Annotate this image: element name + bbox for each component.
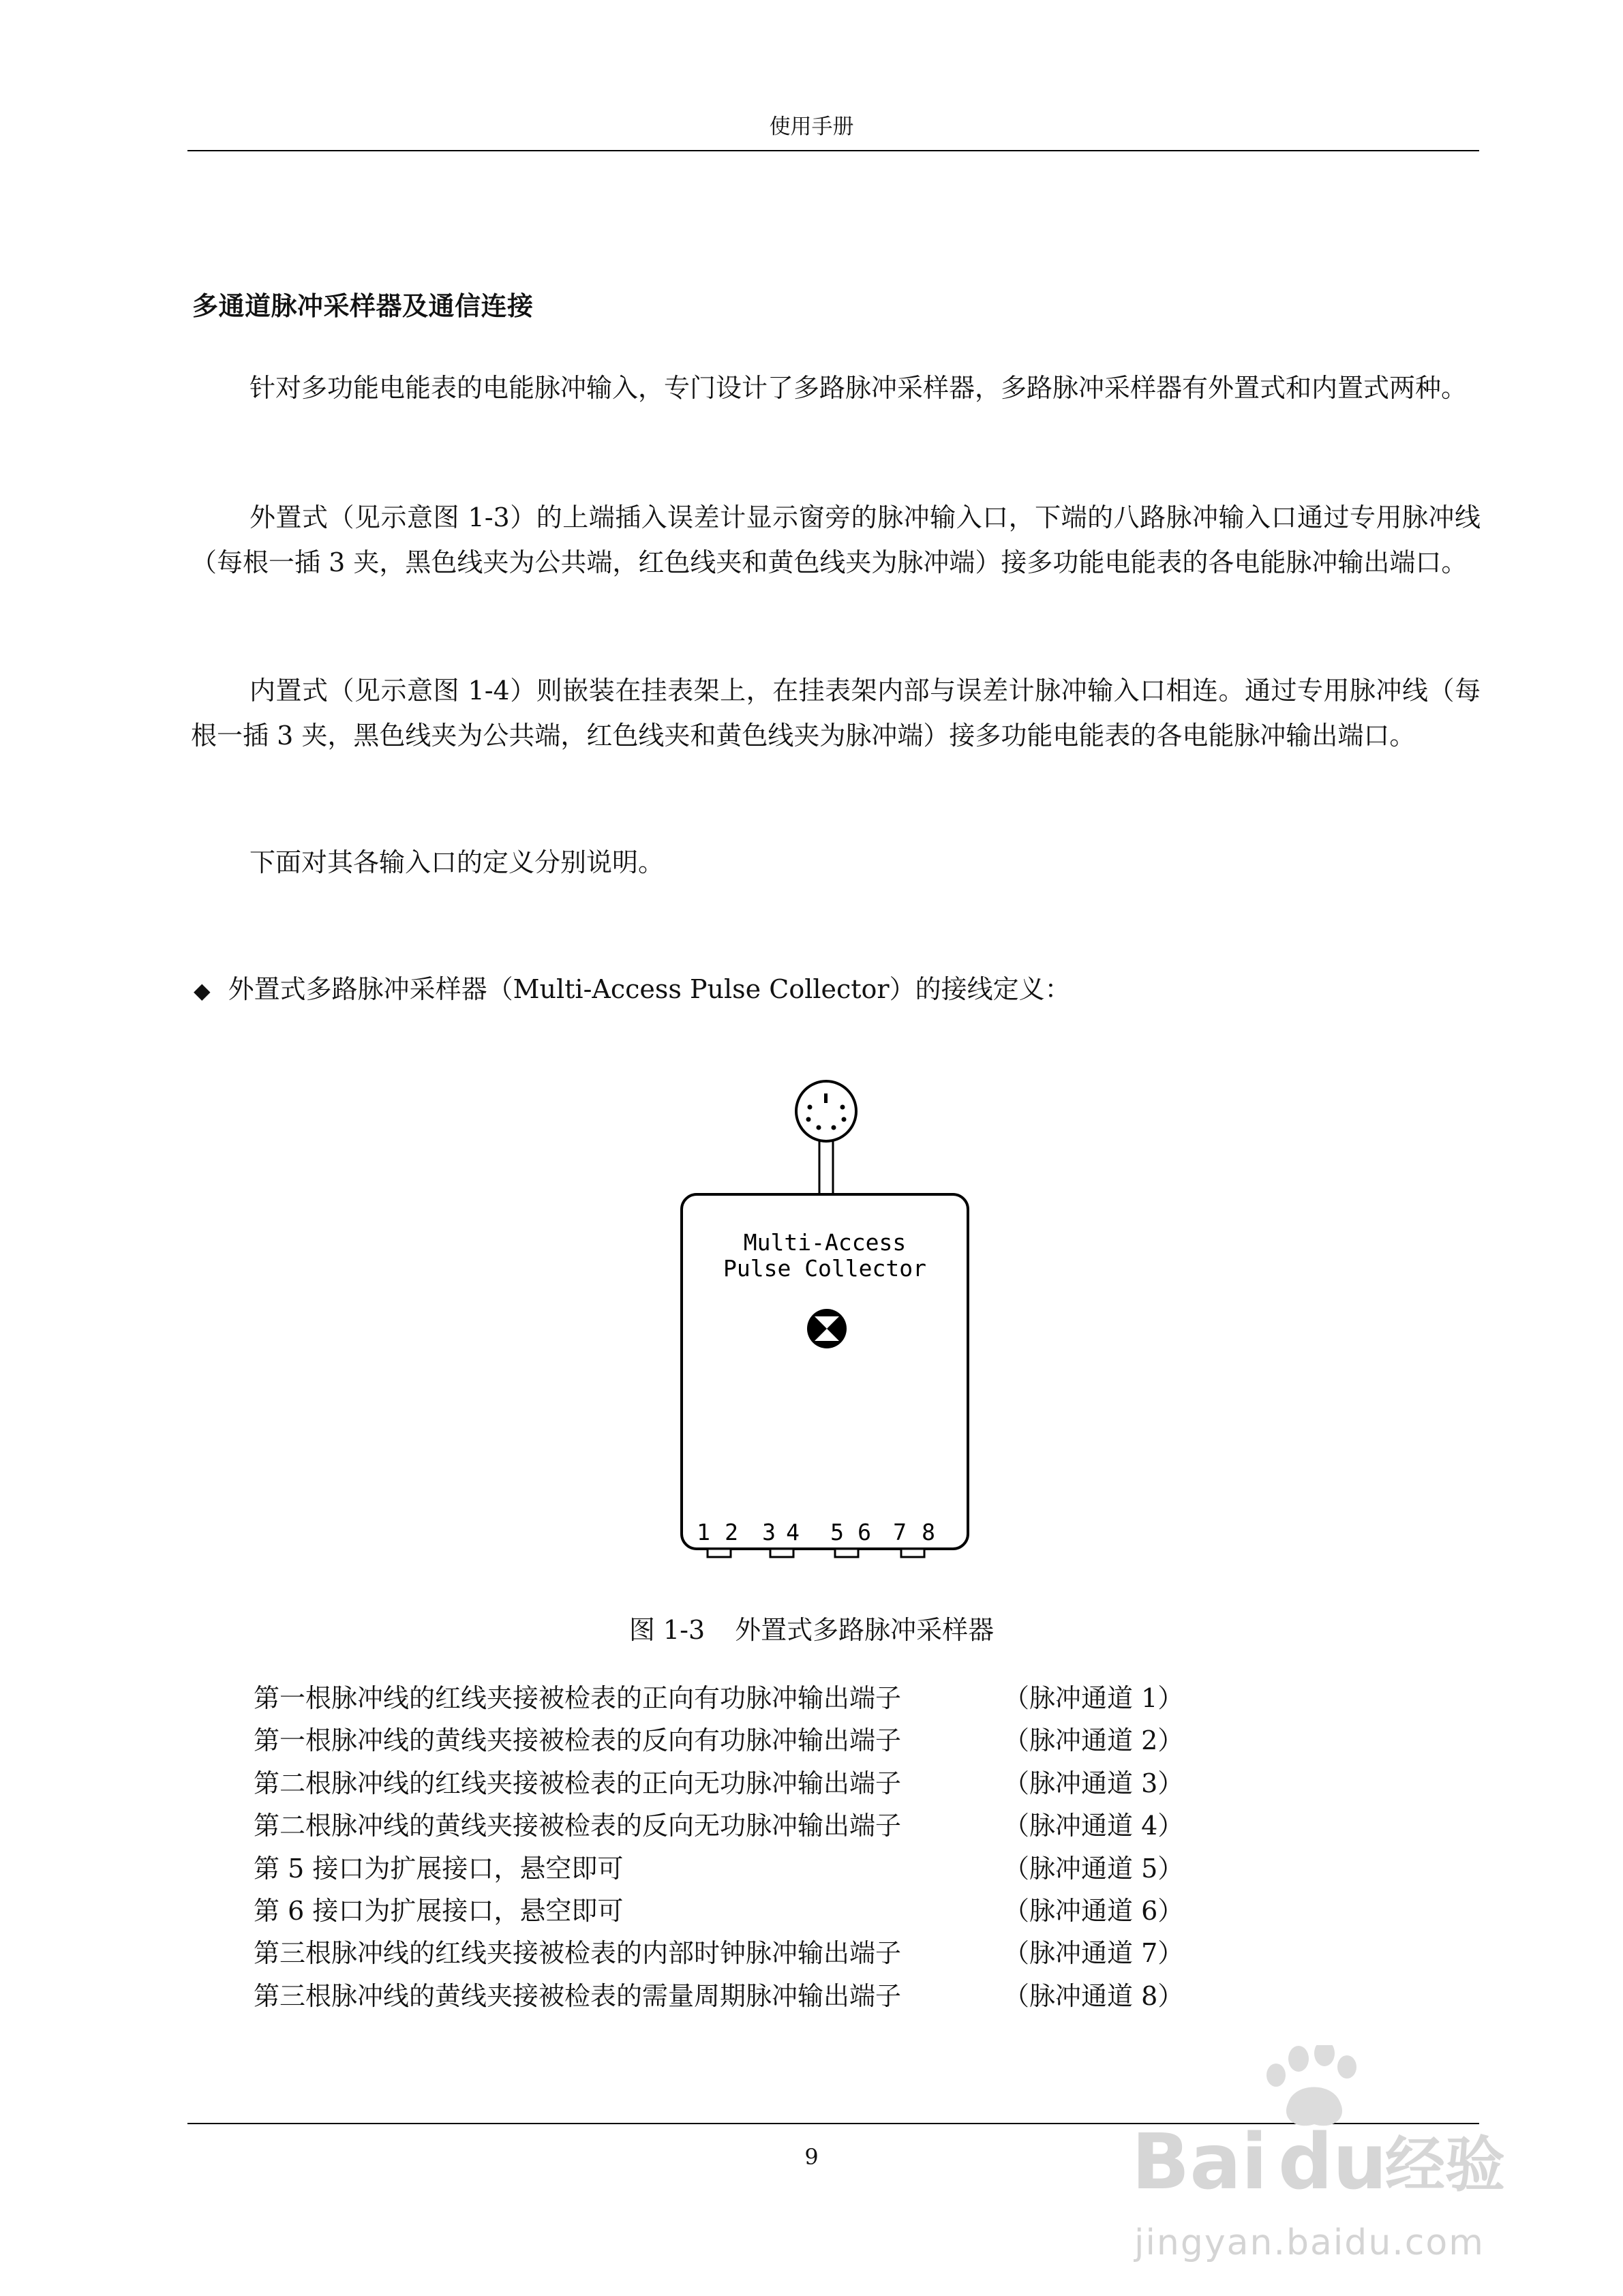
port-number: 6 xyxy=(858,1519,871,1545)
device-label-line1: Multi-Access xyxy=(743,1229,907,1256)
definition-channel: （脉冲通道 3） xyxy=(1003,1768,1184,1798)
port-number: 1 xyxy=(697,1519,710,1545)
diamond-bullet-icon: ◆ xyxy=(194,978,211,1003)
definition-channel: （脉冲通道 1） xyxy=(1003,1683,1184,1713)
definition-channel: （脉冲通道 6） xyxy=(1003,1895,1184,1926)
port-number: 3 xyxy=(762,1519,776,1545)
figure-caption xyxy=(0,1609,1623,1646)
paragraph-external-type: 外置式（见示意图 1-3）的上端插入误差计显示窗旁的脉冲输入口，下端的八路脉冲输入口通过专用脉冲线（每根一插 3 夹，黑色线夹为公共端，红色线夹和黄色线夹为脉冲端）接多功能电能表的各电能脉冲输出端口。 xyxy=(191,502,1481,577)
definition-desc: 第三根脉冲线的黄线夹接被检表的需量周期脉冲输出端子 xyxy=(254,1980,902,2011)
port-number: 5 xyxy=(830,1519,844,1545)
figure-caption-number: 图 1-3 xyxy=(628,1615,706,1645)
port-number: 8 xyxy=(922,1519,935,1545)
definition-channel: （脉冲通道 5） xyxy=(1003,1853,1184,1884)
bullet-text: 外置式多路脉冲采样器（Multi-Access Pulse Collector）的接线定义： xyxy=(228,974,1071,1004)
definition-channel: （脉冲通道 8） xyxy=(1003,1980,1184,2011)
definition-desc: 第二根脉冲线的红线夹接被检表的正向无功脉冲输出端子 xyxy=(254,1768,902,1798)
section-heading: 多通道脉冲采样器及通信连接 xyxy=(192,290,534,321)
definition-channel: （脉冲通道 7） xyxy=(1003,1938,1184,1969)
cable xyxy=(819,1141,833,1194)
definition-desc: 第 6 接口为扩展接口，悬空即可 xyxy=(254,1895,624,1926)
port-number: 2 xyxy=(725,1519,738,1545)
figure-caption-text: 外置式多路脉冲采样器 xyxy=(735,1615,995,1645)
port-socket xyxy=(708,1549,731,1557)
definition-desc: 第一根脉冲线的黄线夹接被检表的反向有功脉冲输出端子 xyxy=(254,1725,902,1756)
port-number: 4 xyxy=(786,1519,800,1545)
definition-desc: 第一根脉冲线的红线夹接被检表的正向有功脉冲输出端子 xyxy=(254,1683,902,1713)
definition-desc: 第二根脉冲线的黄线夹接被检表的反向无功脉冲输出端子 xyxy=(254,1811,902,1841)
paragraph-intro: 针对多功能电能表的电能脉冲输入，专门设计了多路脉冲采样器，多路脉冲采样器有外置式和内置式两种。 xyxy=(249,373,1468,403)
port-socket xyxy=(901,1549,924,1557)
port-socket xyxy=(835,1549,858,1557)
paw-icon xyxy=(1266,2045,1356,2126)
definition-channel: （脉冲通道 2） xyxy=(1003,1725,1184,1756)
running-header: 使用手册 xyxy=(769,115,854,139)
page-number: 9 xyxy=(804,2144,819,2170)
pulse-collector-diagram xyxy=(668,1063,995,1602)
port-number-labels xyxy=(697,1519,935,1545)
port-socket xyxy=(770,1549,793,1557)
definition-channel: （脉冲通道 4） xyxy=(1003,1811,1184,1841)
paragraph-explanation-lead: 下面对其各输入口的定义分别说明。 xyxy=(249,847,665,877)
connector-plug-icon xyxy=(796,1081,856,1141)
watermark-brand-cn: 经验 xyxy=(1385,2130,1506,2200)
paragraph-internal-type: 内置式（见示意图 1-4）则嵌装在挂表架上，在挂表架内部与误差计脉冲输入口相连。通过专用脉冲线（每根一插 3 夹，黑色线夹为公共端，红色线夹和黄色线夹为脉冲端）接多功能电能表的各电能脉冲输出端口。 xyxy=(191,676,1481,751)
port-number: 7 xyxy=(893,1519,907,1545)
definition-desc: 第三根脉冲线的红线夹接被检表的内部时钟脉冲输出端子 xyxy=(254,1938,902,1969)
watermark-brand-latin: Bai xyxy=(1132,2118,1268,2207)
indicator-lamp-icon xyxy=(807,1309,847,1348)
watermark-brand-du: du xyxy=(1278,2118,1387,2207)
header-rule xyxy=(187,150,1479,151)
baidu-watermark-logo xyxy=(1132,2045,1513,2216)
definition-desc: 第 5 接口为扩展接口，悬空即可 xyxy=(254,1853,624,1884)
bullet-heading xyxy=(194,968,1071,1006)
watermark-url: jingyan.baidu.com xyxy=(1134,2222,1485,2263)
device-label-line2: Pulse Collector xyxy=(723,1255,927,1282)
